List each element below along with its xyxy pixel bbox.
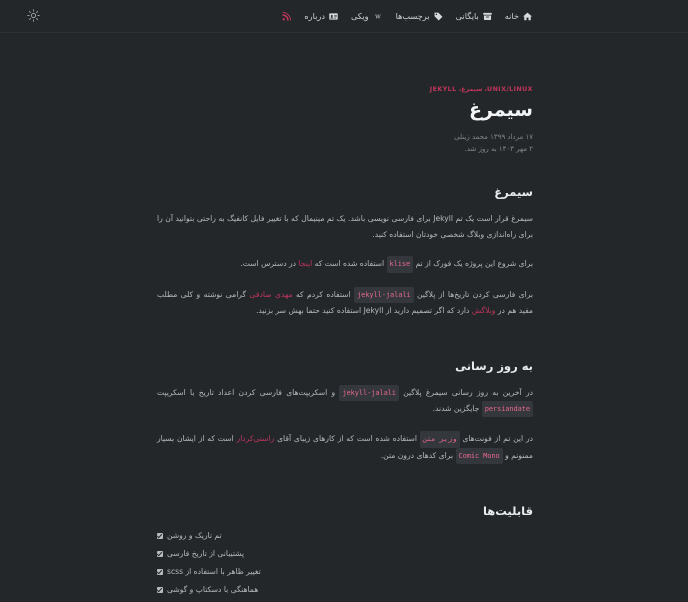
list-item-label: تغییر ظاهر با استفاده از scss — [167, 567, 261, 577]
nav-item-about[interactable] — [304, 11, 338, 21]
nav-item-home-label: خانه — [504, 11, 519, 21]
checkbox-checked-icon — [157, 533, 163, 539]
text-run: برای فارسی کردن تاریخ‌ها از پلاگین — [413, 289, 533, 299]
nav-item-home[interactable] — [505, 11, 532, 21]
section-heading-updates: به روز رسانی — [455, 358, 533, 373]
nav-item-wiki[interactable] — [351, 11, 383, 21]
nav-item-tags-label: برچسب‌ها — [395, 11, 430, 21]
nav-item-rss[interactable] — [278, 12, 291, 21]
paragraph — [157, 287, 533, 319]
inline-code: jekyll-jalali — [354, 287, 414, 303]
post-tag[interactable]: سیمرغ — [461, 86, 483, 93]
paragraph — [157, 431, 533, 464]
post-author[interactable]: محمد زینلی — [454, 132, 488, 141]
inline-code: jekyll-jalali — [339, 385, 399, 401]
home-icon — [523, 12, 532, 21]
list-item-label: پشتیبانی از تاریخ فارسی — [167, 549, 244, 559]
checkbox-checked-icon — [157, 551, 163, 557]
checkbox-checked-icon — [157, 587, 163, 593]
paragraph — [157, 211, 533, 242]
tag-separator-0: ، — [484, 86, 488, 93]
text-run: جایگزین شدند. — [432, 404, 482, 414]
inline-link[interactable]: وبلاگش — [471, 306, 496, 316]
section-heading-simorgh: سیمرغ — [494, 185, 533, 200]
id-card-icon — [329, 12, 338, 21]
text-run: گرامی نوشته و کلی مطلب مفید هم در — [157, 289, 533, 316]
text-run: در این تم از فونت‌های — [459, 434, 533, 444]
text-run: برای کدهای درون متن. — [380, 450, 456, 460]
archive-icon — [483, 12, 492, 21]
inline-link[interactable]: مهدی صادقی — [249, 289, 293, 299]
list-item-label: تم تاریک و روشن — [167, 531, 222, 541]
text-run: سیمرغ قرار است یک تم — [453, 214, 533, 224]
post-tag[interactable]: UNIX/LINUX — [487, 86, 533, 93]
main-content — [143, 33, 547, 602]
post-tags — [157, 86, 533, 93]
text-run: برای شروع این پروژه یک فورک از تم — [413, 259, 533, 269]
checkbox-checked-icon — [157, 569, 163, 575]
text-run: در دسترس است. — [240, 259, 299, 269]
top-navigation — [0, 0, 688, 33]
text-run: Jekyll — [433, 214, 453, 224]
post-meta — [157, 131, 533, 156]
tag-separator-1: ، — [458, 86, 462, 93]
svg-text:W: W — [374, 14, 381, 20]
paragraph — [157, 256, 533, 272]
tag-icon — [434, 12, 443, 21]
features-list — [157, 530, 533, 595]
list-item — [157, 530, 533, 541]
nav-item-tags[interactable] — [396, 11, 443, 21]
text-run: است که از ایشان بسیار ممنونم و — [157, 434, 533, 460]
inline-code: persiandate — [482, 401, 533, 417]
nav-inner — [142, 0, 546, 33]
list-item-label: هماهنگی با دسکتاپ و گوشی — [167, 585, 259, 595]
post-tag[interactable]: JEKYLL — [429, 86, 457, 93]
list-item — [157, 548, 533, 559]
inline-code: klise — [387, 256, 414, 272]
list-item — [157, 566, 533, 577]
text-run: استفاده کردم که — [292, 289, 355, 299]
text-run: استفاده شده است که — [312, 259, 387, 269]
page-title: سیمرغ — [469, 99, 533, 121]
section-spacer — [157, 333, 533, 359]
section-spacer — [157, 478, 533, 504]
post-published-date: ۱۷ مرداد ۱۳۹۹ — [490, 132, 533, 141]
inline-link[interactable]: اینجا — [298, 259, 313, 269]
post-published-line — [157, 131, 533, 143]
section-heading-features: قابلیت‌ها — [482, 504, 533, 519]
post-updated-line: ۲ مهر ۱۴۰۳ به روز شد. — [464, 145, 533, 154]
inline-code: وزیر متن — [420, 431, 460, 447]
theme-toggle-button[interactable] — [26, 9, 41, 24]
text-run: استفاده شده است که از کارهای زیبای آقای — [274, 434, 420, 444]
inline-link[interactable]: راستی‌کردار — [236, 434, 275, 444]
nav-item-wiki-label: ویکی — [350, 11, 369, 21]
text-run: و اسکریپت‌های فارسی کردن اعداد تاریخ با اسکریپت — [157, 387, 340, 397]
article-body — [157, 155, 533, 595]
nav-item-about-label: درباره — [304, 11, 325, 21]
text-run: برای فارسی نویسی باشد. یک تم مینیمال که با تغییر فایل کانفیگ به راحتی بتوانید آن را برای راه‌اندازی وبلاگ شخصی خودتان استفاده کنید. — [157, 214, 533, 239]
list-item — [157, 584, 533, 595]
inline-code: Comic Mono — [456, 448, 503, 464]
text-run: در آخرین به روز رسانی سیمرغ پلاگین — [398, 387, 533, 397]
text-run: دارد که اگر تصمیم دارید از Jekyll استفاده کنید حتما بهش سر بزنید. — [255, 306, 472, 316]
sun-icon — [27, 7, 40, 26]
nav-item-archive-label: بایگانی — [455, 11, 479, 21]
post-header — [157, 33, 533, 155]
wikipedia-w-icon — [373, 12, 383, 21]
nav-item-archive[interactable] — [456, 11, 492, 21]
rss-icon — [282, 12, 291, 21]
paragraph — [157, 385, 533, 418]
